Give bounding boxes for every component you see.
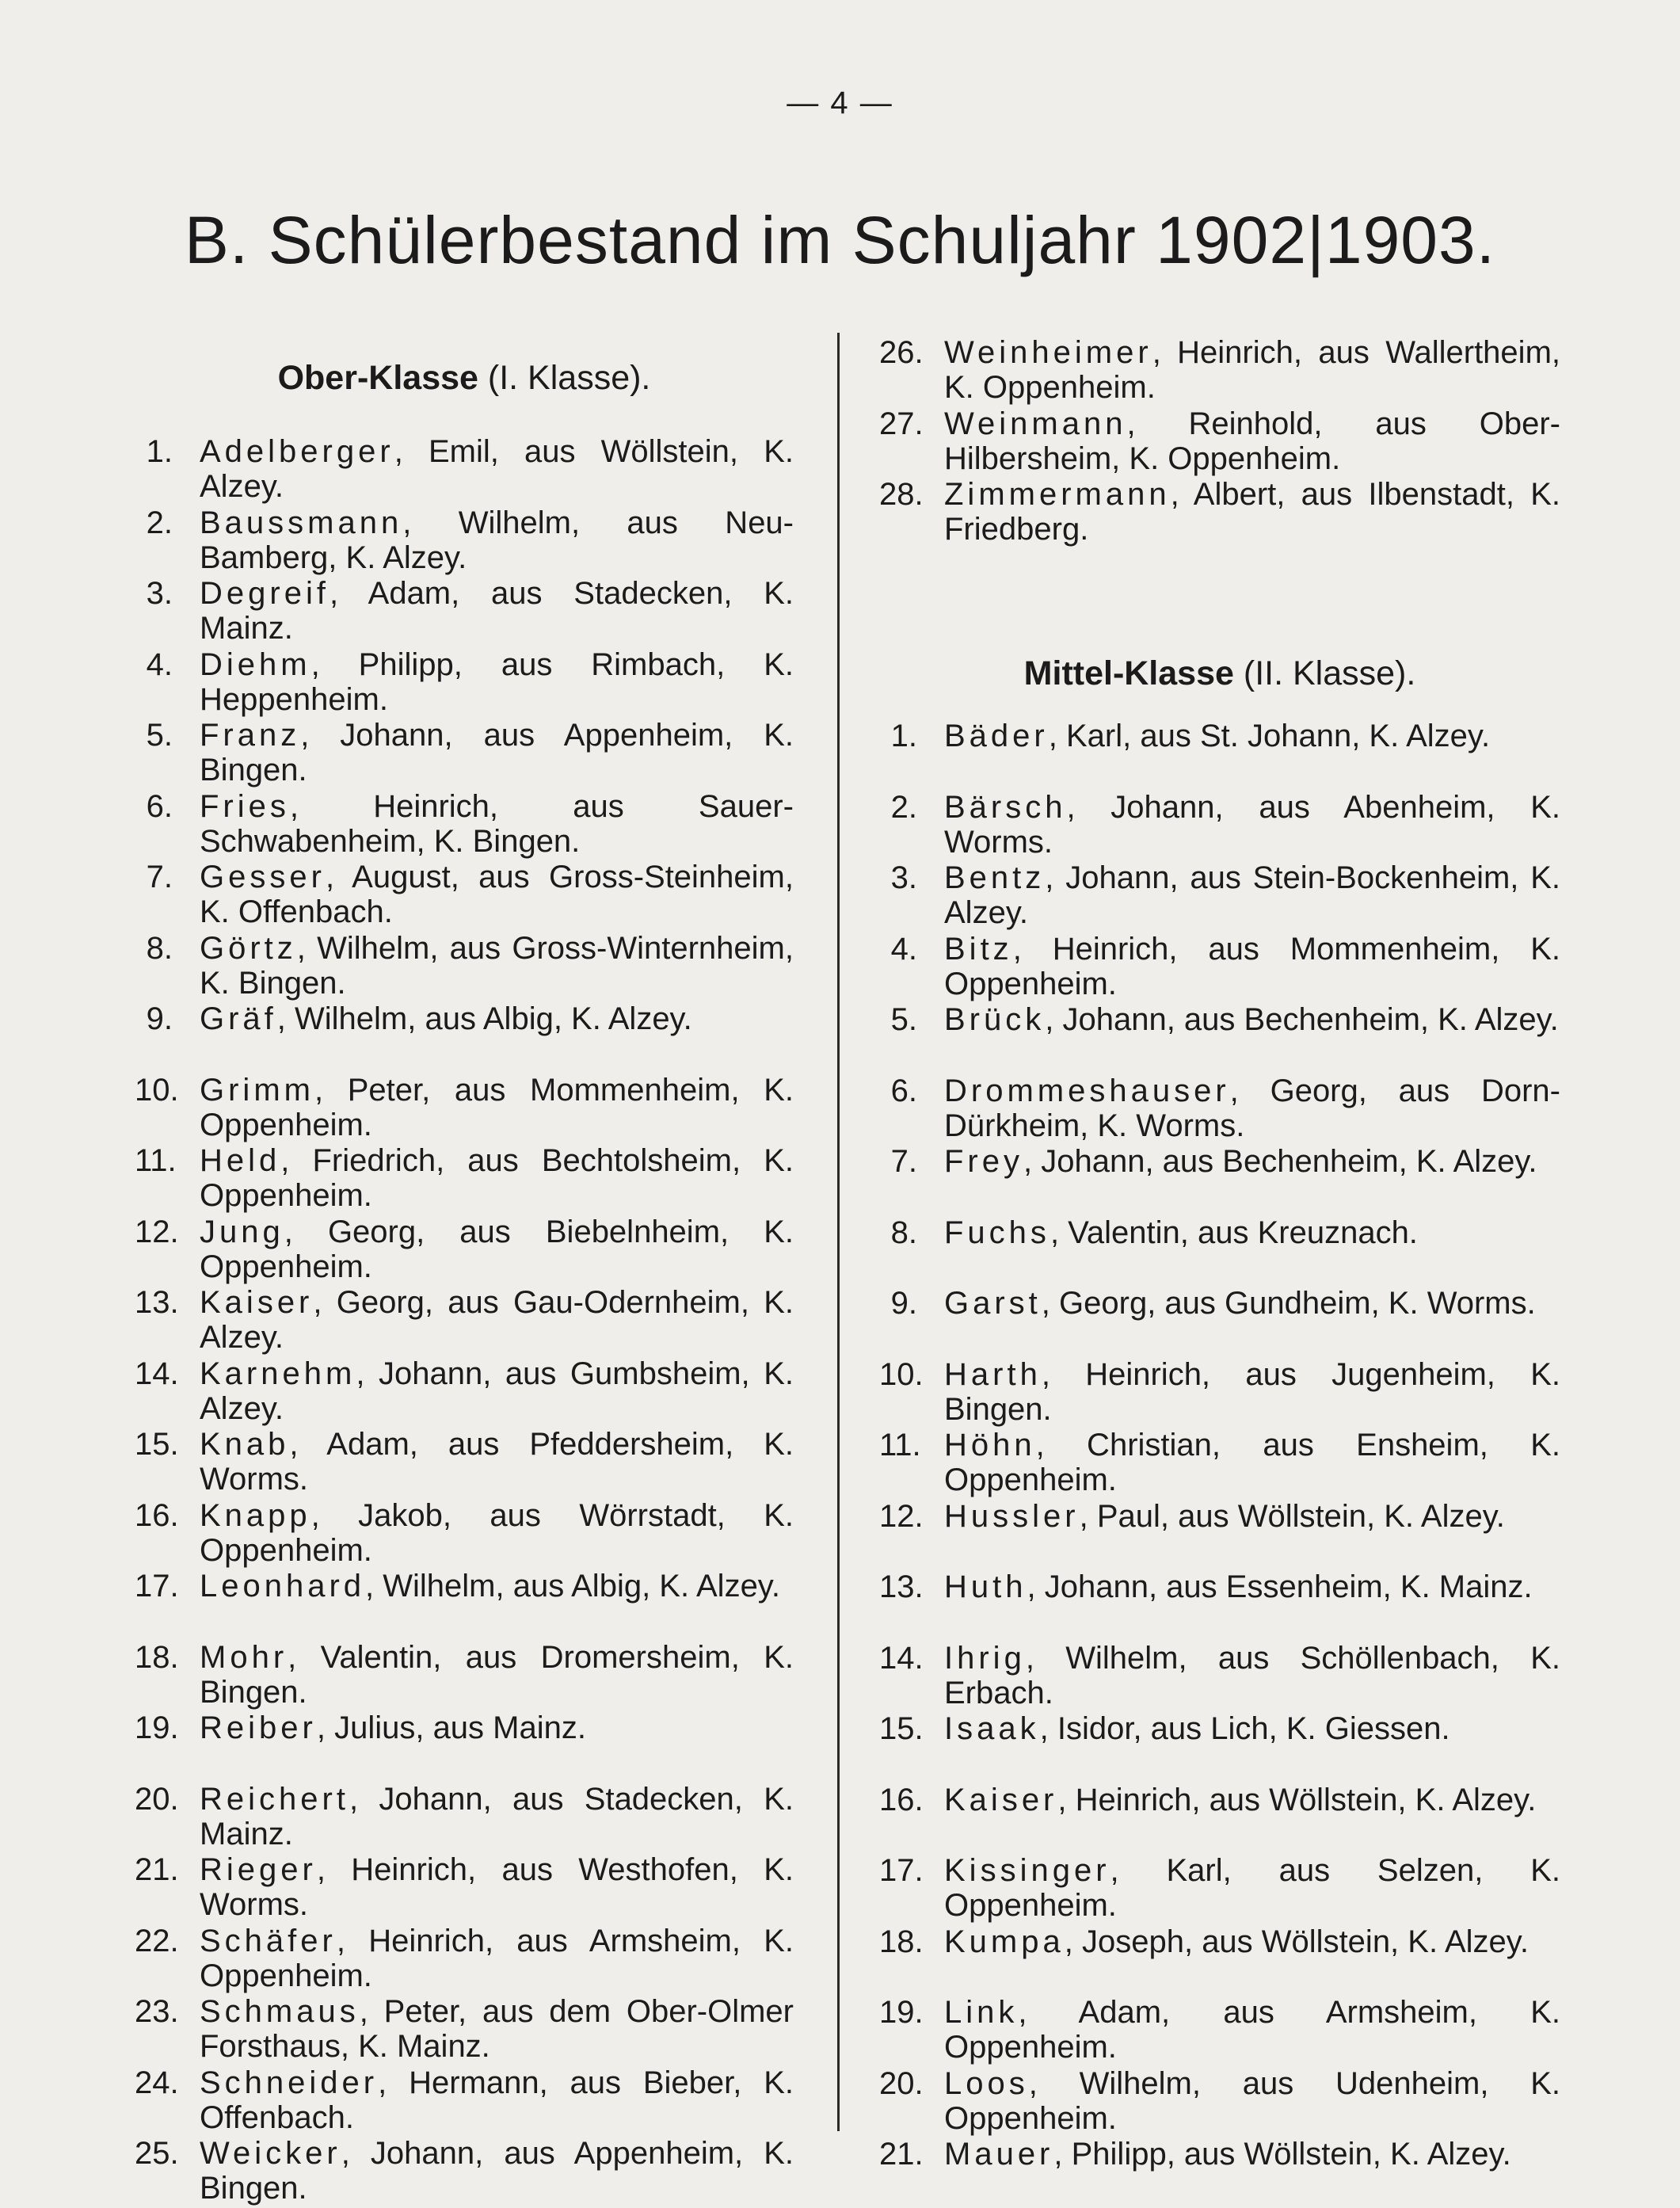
class-heading-note: (I. Klasse). — [487, 359, 651, 397]
entry-text — [944, 1995, 1560, 2065]
student-entry — [135, 576, 794, 647]
entry-number: 18. — [879, 1924, 924, 1959]
student-entry — [879, 1499, 1560, 1570]
student-entry — [135, 434, 794, 505]
student-entry — [879, 719, 1560, 790]
student-details: , Adam, aus Pfeddersheim, K. Worms. — [200, 1427, 794, 1497]
student-surname: Isaak — [944, 1711, 1040, 1746]
student-surname: Weinheimer — [944, 335, 1152, 370]
entry-number: 18. — [135, 1639, 179, 1675]
student-entry — [879, 1428, 1560, 1499]
student-entry — [879, 1286, 1560, 1357]
student-details: , Georg, aus Biebelnheim, K. Oppenheim. — [200, 1214, 794, 1284]
student-surname: Schmaus — [200, 1994, 360, 2029]
class-heading-name: Mittel-Klasse — [1023, 654, 1234, 692]
student-entry — [135, 2136, 794, 2207]
entry-text — [944, 860, 1560, 930]
entry-number: 20. — [879, 2065, 924, 2101]
student-details: , Adam, aus Armsheim, K. Oppenheim. — [944, 1995, 1560, 2065]
entry-text — [944, 335, 1560, 405]
student-surname: Degreif — [200, 576, 330, 611]
student-surname: Rieger — [200, 1852, 317, 1887]
student-list-ober-continued — [879, 335, 1560, 548]
student-surname: Gräf — [200, 1001, 277, 1036]
student-entry — [879, 2137, 1560, 2208]
entry-text — [200, 576, 794, 646]
entry-number: 2. — [146, 505, 173, 540]
student-surname: Brück — [944, 1002, 1046, 1037]
student-surname: Held — [200, 1143, 281, 1178]
entry-text — [200, 1427, 794, 1497]
student-entry — [135, 505, 794, 577]
entry-number: 3. — [890, 860, 917, 895]
student-surname: Knab — [200, 1427, 290, 1462]
student-entry — [135, 1001, 794, 1073]
entry-number: 5. — [890, 1002, 917, 1037]
entry-number: 25. — [135, 2136, 179, 2171]
student-details: , Johann, aus Gumbsheim, K. Alzey. — [200, 1356, 794, 1426]
entry-text — [944, 1711, 1560, 1746]
student-surname: Drommeshauser — [944, 1073, 1230, 1108]
student-surname: Weicker — [200, 2136, 341, 2171]
entry-text — [944, 1144, 1560, 1179]
entry-number: 16. — [135, 1497, 179, 1533]
entry-text — [200, 1215, 794, 1284]
student-entry — [135, 1427, 794, 1498]
student-entry — [135, 718, 794, 789]
entry-text — [200, 1924, 794, 1993]
entry-number: 12. — [135, 1214, 179, 1249]
entry-number: 21. — [135, 1852, 179, 1887]
student-entry — [135, 860, 794, 931]
student-details: , Georg, aus Gau-Odernheim, K. Alzey. — [200, 1285, 794, 1355]
entry-text — [200, 1782, 794, 1851]
student-entry — [135, 1852, 794, 1924]
student-details: , Johann, aus Stein-Bockenheim, K. Alzey. — [944, 860, 1560, 930]
student-details: , Wilhelm, aus Schöllenbach, K. Erbach. — [944, 1640, 1560, 1710]
entry-text — [200, 1994, 794, 2064]
student-entry — [879, 1924, 1560, 1996]
student-entry — [135, 1782, 794, 1853]
student-surname: Zimmermann — [944, 477, 1171, 512]
student-entry — [135, 789, 794, 860]
student-surname: Fries — [200, 788, 290, 824]
entry-number: 2. — [890, 789, 917, 825]
student-entry — [879, 477, 1560, 548]
student-surname: Harth — [944, 1356, 1042, 1392]
student-details: , Adam, aus Stadecken, K. Mainz. — [200, 576, 794, 646]
student-surname: Knapp — [200, 1497, 311, 1533]
student-details: , Hermann, aus Bieber, K. Offenbach. — [200, 2065, 794, 2135]
class-heading-note: (II. Klasse). — [1243, 654, 1416, 692]
student-surname: Gesser — [200, 860, 326, 894]
entry-text — [200, 860, 794, 929]
entry-text — [200, 718, 794, 787]
entry-text — [944, 1783, 1560, 1817]
entry-text — [944, 790, 1560, 860]
student-list-mittel — [879, 719, 1560, 2208]
student-details: , Johann, aus Essenheim, K. Mainz. — [1027, 1569, 1533, 1604]
student-surname: Hussler — [944, 1498, 1080, 1534]
student-entry — [135, 1569, 794, 1640]
student-list-ober — [135, 434, 794, 2207]
student-entry — [879, 1641, 1560, 1712]
entry-number: 11. — [135, 1143, 177, 1178]
entry-number: 7. — [890, 1144, 917, 1179]
student-surname: Görtz — [200, 930, 297, 966]
student-details: , Wilhelm, aus Udenheim, K. Oppenheim. — [944, 2065, 1560, 2136]
student-surname: Mohr — [200, 1639, 288, 1675]
student-entry — [879, 1995, 1560, 2066]
entry-number: 13. — [135, 1285, 179, 1320]
student-details: , Johann, aus Stadecken, K. Mainz. — [200, 1781, 794, 1851]
student-details: , Valentin, aus Kreuznach. — [1050, 1215, 1418, 1250]
student-details: , Jakob, aus Wörrstadt, K. Oppenheim. — [200, 1497, 794, 1568]
student-surname: Ihrig — [944, 1640, 1026, 1676]
entry-text — [200, 789, 794, 859]
student-entry — [879, 1215, 1560, 1287]
student-surname: Grimm — [200, 1072, 314, 1108]
entry-text — [200, 434, 794, 504]
student-details: , Christian, aus Ensheim, K. Oppenheim. — [944, 1428, 1560, 1497]
student-entry — [879, 932, 1560, 1003]
column-divider — [837, 333, 840, 2131]
entry-text — [200, 1640, 794, 1710]
student-details: , Heinrich, aus Jugenheim, K. Bingen. — [944, 1356, 1560, 1427]
student-entry — [879, 2066, 1560, 2137]
student-details: , Emil, aus Wöllstein, K. Alzey. — [200, 434, 794, 504]
student-surname: Schneider — [200, 2065, 379, 2100]
student-details: , Albert, aus Ilbenstadt, K. Friedberg. — [944, 477, 1560, 547]
student-details: , Peter, aus dem Ober-Olmer Forsthaus, K. Mainz. — [200, 1994, 794, 2064]
student-entry — [135, 931, 794, 1002]
class-heading-name: Ober-Klasse — [277, 359, 478, 397]
student-entry — [135, 1710, 794, 1782]
entry-number: 10. — [135, 1072, 179, 1108]
student-surname: Franz — [200, 718, 301, 753]
student-entry — [135, 1215, 794, 1286]
entry-number: 12. — [879, 1498, 924, 1534]
entry-number: 1. — [146, 434, 173, 469]
student-surname: Frey — [944, 1144, 1023, 1179]
student-details: , Heinrich, aus Armsheim, K. Oppenheim. — [200, 1923, 794, 1993]
entry-text — [944, 1357, 1560, 1427]
student-entry — [879, 1853, 1560, 1924]
entry-number: 8. — [890, 1215, 917, 1250]
entry-text — [944, 477, 1560, 547]
student-surname: Loos — [944, 2065, 1029, 2101]
entry-number: 26. — [879, 335, 924, 370]
student-entry — [135, 1924, 794, 1995]
student-surname: Fuchs — [944, 1215, 1050, 1250]
student-entry — [135, 1285, 794, 1356]
class-heading-ober — [135, 358, 794, 398]
student-entry — [879, 1711, 1560, 1783]
student-details: , Johann, aus Abenheim, K. Worms. — [944, 789, 1560, 860]
entry-number: 6. — [890, 1073, 917, 1108]
entry-number: 6. — [146, 788, 173, 824]
entry-text — [200, 2065, 794, 2135]
student-surname: Schäfer — [200, 1923, 337, 1958]
student-entry — [879, 406, 1560, 478]
entry-number: 15. — [879, 1711, 924, 1746]
entry-text — [200, 1356, 794, 1426]
entry-number: 1. — [890, 719, 917, 753]
student-entry — [135, 2065, 794, 2137]
student-details: , Heinrich, aus Wöllstein, K. Alzey. — [1057, 1782, 1537, 1817]
student-entry — [135, 1143, 794, 1215]
entry-text — [944, 719, 1560, 753]
entry-text — [944, 1569, 1560, 1604]
entry-number: 9. — [890, 1286, 917, 1321]
student-details: , Heinrich, aus Wallertheim, K. Oppenheim. — [944, 335, 1560, 405]
student-entry — [879, 1144, 1560, 1215]
student-details: , August, aus Gross-Steinheim, K. Offenbach. — [200, 860, 794, 929]
entry-text — [200, 1143, 794, 1213]
student-surname: Kumpa — [944, 1924, 1065, 1959]
entry-number: 10. — [879, 1356, 924, 1392]
entry-number: 17. — [879, 1853, 924, 1888]
entry-number: 13. — [879, 1569, 924, 1604]
entry-number: 9. — [146, 1001, 173, 1036]
student-surname: Bäder — [944, 719, 1049, 753]
student-entry — [135, 1073, 794, 1144]
student-details: , Friedrich, aus Bechtolsheim, K. Oppenheim. — [200, 1143, 794, 1213]
entry-number: 16. — [879, 1782, 924, 1817]
student-details: , Wilhelm, aus Gross-Winternheim, K. Bingen. — [200, 930, 794, 1001]
entry-number: 5. — [146, 718, 173, 753]
entry-number: 19. — [135, 1710, 179, 1745]
student-details: , Heinrich, aus Mommenheim, K. Oppenheim. — [944, 931, 1560, 1001]
student-entry — [879, 1783, 1560, 1854]
student-details: , Wilhelm, aus Albig, K. Alzey. — [365, 1569, 780, 1604]
student-surname: Höhn — [944, 1428, 1036, 1462]
entry-number: 27. — [879, 406, 924, 441]
student-surname: Garst — [944, 1286, 1042, 1321]
student-entry — [879, 1002, 1560, 1073]
student-entry — [879, 1073, 1560, 1145]
entry-number: 4. — [146, 646, 173, 682]
entry-text — [944, 1641, 1560, 1710]
student-details: , Joseph, aus Wöllstein, K. Alzey. — [1064, 1924, 1529, 1959]
student-details: , Georg, aus Dorn-Dürkheim, K. Worms. — [944, 1073, 1560, 1143]
student-details: , Johann, aus Bechenheim, K. Alzey. — [1045, 1002, 1559, 1037]
student-details: , Heinrich, aus Sauer-Schwabenheim, K. Bingen. — [200, 788, 794, 859]
student-surname: Bentz — [944, 860, 1046, 895]
entry-text — [200, 1710, 794, 1745]
entry-number: 7. — [146, 860, 173, 894]
entry-text — [944, 1215, 1560, 1250]
student-entry — [879, 860, 1560, 932]
student-surname: Karnehm — [200, 1356, 356, 1391]
entry-text — [944, 1073, 1560, 1143]
entry-text — [200, 1498, 794, 1568]
entry-number: 23. — [135, 1994, 179, 2029]
student-entry — [879, 1357, 1560, 1428]
student-details: , Peter, aus Mommenheim, K. Oppenheim. — [200, 1072, 794, 1142]
student-details: , Philipp, aus Wöllstein, K. Alzey. — [1053, 2137, 1511, 2172]
student-entry — [135, 1994, 794, 2065]
class-heading-mittel — [879, 654, 1560, 693]
student-surname: Baussmann — [200, 505, 403, 540]
student-entry — [135, 1498, 794, 1569]
entry-text — [200, 1569, 794, 1604]
entry-text — [944, 932, 1560, 1001]
entry-number: 11. — [879, 1428, 921, 1462]
entry-number: 14. — [879, 1640, 924, 1676]
student-entry — [135, 1356, 794, 1428]
student-surname: Weinmann — [944, 406, 1127, 441]
entry-number: 17. — [135, 1569, 179, 1604]
student-surname: Link — [944, 1995, 1019, 2030]
entry-number: 8. — [146, 930, 173, 966]
entry-number: 20. — [135, 1781, 179, 1817]
entry-text — [944, 1924, 1560, 1959]
student-entry — [879, 1569, 1560, 1641]
student-details: , Julius, aus Mainz. — [316, 1710, 586, 1745]
entry-text — [944, 1286, 1560, 1321]
student-details: , Johann, aus Appenheim, K. Bingen. — [200, 718, 794, 787]
student-details: , Valentin, aus Dromersheim, K. Bingen. — [200, 1639, 794, 1710]
entry-number: 21. — [879, 2137, 924, 2172]
student-surname: Kissinger — [944, 1853, 1110, 1888]
student-surname: Leonhard — [200, 1569, 366, 1604]
entry-text — [944, 2137, 1560, 2172]
entry-text — [944, 1853, 1560, 1923]
entry-text — [200, 931, 794, 1001]
entry-text — [200, 1073, 794, 1142]
student-details: , Heinrich, aus Westhofen, K. Worms. — [200, 1852, 794, 1922]
entry-number: 19. — [879, 1995, 924, 2030]
student-surname: Bitz — [944, 931, 1013, 967]
entry-text — [944, 1499, 1560, 1534]
student-details: , Wilhelm, aus Neu-Bamberg, K. Alzey. — [200, 505, 794, 575]
entry-text — [200, 1285, 794, 1355]
student-details: , Karl, aus St. Johann, K. Alzey. — [1048, 719, 1491, 753]
student-details: , Johann, aus Bechenheim, K. Alzey. — [1023, 1144, 1537, 1179]
student-surname: Reichert — [200, 1781, 349, 1817]
student-details: , Georg, aus Gundheim, K. Worms. — [1041, 1286, 1536, 1321]
page-title: B. Schülerbestand im Schuljahr 1902|1903. — [184, 203, 1496, 277]
entry-text — [200, 1852, 794, 1922]
student-entry — [135, 1640, 794, 1711]
student-entry — [879, 335, 1560, 406]
student-surname: Bärsch — [944, 789, 1067, 825]
student-surname: Jung — [200, 1214, 284, 1249]
student-details: , Johann, aus Appenheim, K. Bingen. — [200, 2136, 794, 2206]
student-surname: Mauer — [944, 2137, 1054, 2172]
student-details: , Paul, aus Wöllstein, K. Alzey. — [1079, 1498, 1505, 1534]
entry-number: 4. — [890, 931, 917, 967]
student-surname: Adelberger — [200, 434, 394, 469]
entry-text — [944, 2066, 1560, 2136]
student-surname: Kaiser — [944, 1782, 1058, 1817]
entry-text — [200, 647, 794, 717]
student-surname: Kaiser — [200, 1285, 314, 1320]
entry-number: 14. — [135, 1356, 179, 1391]
entry-number: 24. — [135, 2065, 179, 2100]
student-details: , Wilhelm, aus Albig, K. Alzey. — [276, 1001, 692, 1036]
entry-number: 22. — [135, 1923, 179, 1958]
student-surname: Reiber — [200, 1710, 317, 1745]
entry-number: 28. — [879, 477, 924, 512]
page-number: — 4 — — [787, 86, 893, 120]
entry-text — [200, 505, 794, 575]
student-details: , Reinhold, aus Ober-Hilbersheim, K. Oppenheim. — [944, 406, 1560, 476]
student-surname: Huth — [944, 1569, 1027, 1604]
student-details: , Karl, aus Selzen, K. Oppenheim. — [944, 1853, 1560, 1923]
entry-text — [944, 406, 1560, 476]
student-surname: Diehm — [200, 646, 311, 682]
entry-text — [944, 1002, 1560, 1037]
student-entry — [135, 647, 794, 719]
entry-text — [944, 1428, 1560, 1497]
entry-text — [200, 1001, 794, 1036]
entry-number: 3. — [146, 576, 173, 611]
student-details: , Philipp, aus Rimbach, K. Heppenheim. — [200, 646, 794, 717]
entry-number: 15. — [135, 1427, 179, 1462]
student-entry — [879, 790, 1560, 861]
student-details: , Isidor, aus Lich, K. Giessen. — [1039, 1711, 1450, 1746]
